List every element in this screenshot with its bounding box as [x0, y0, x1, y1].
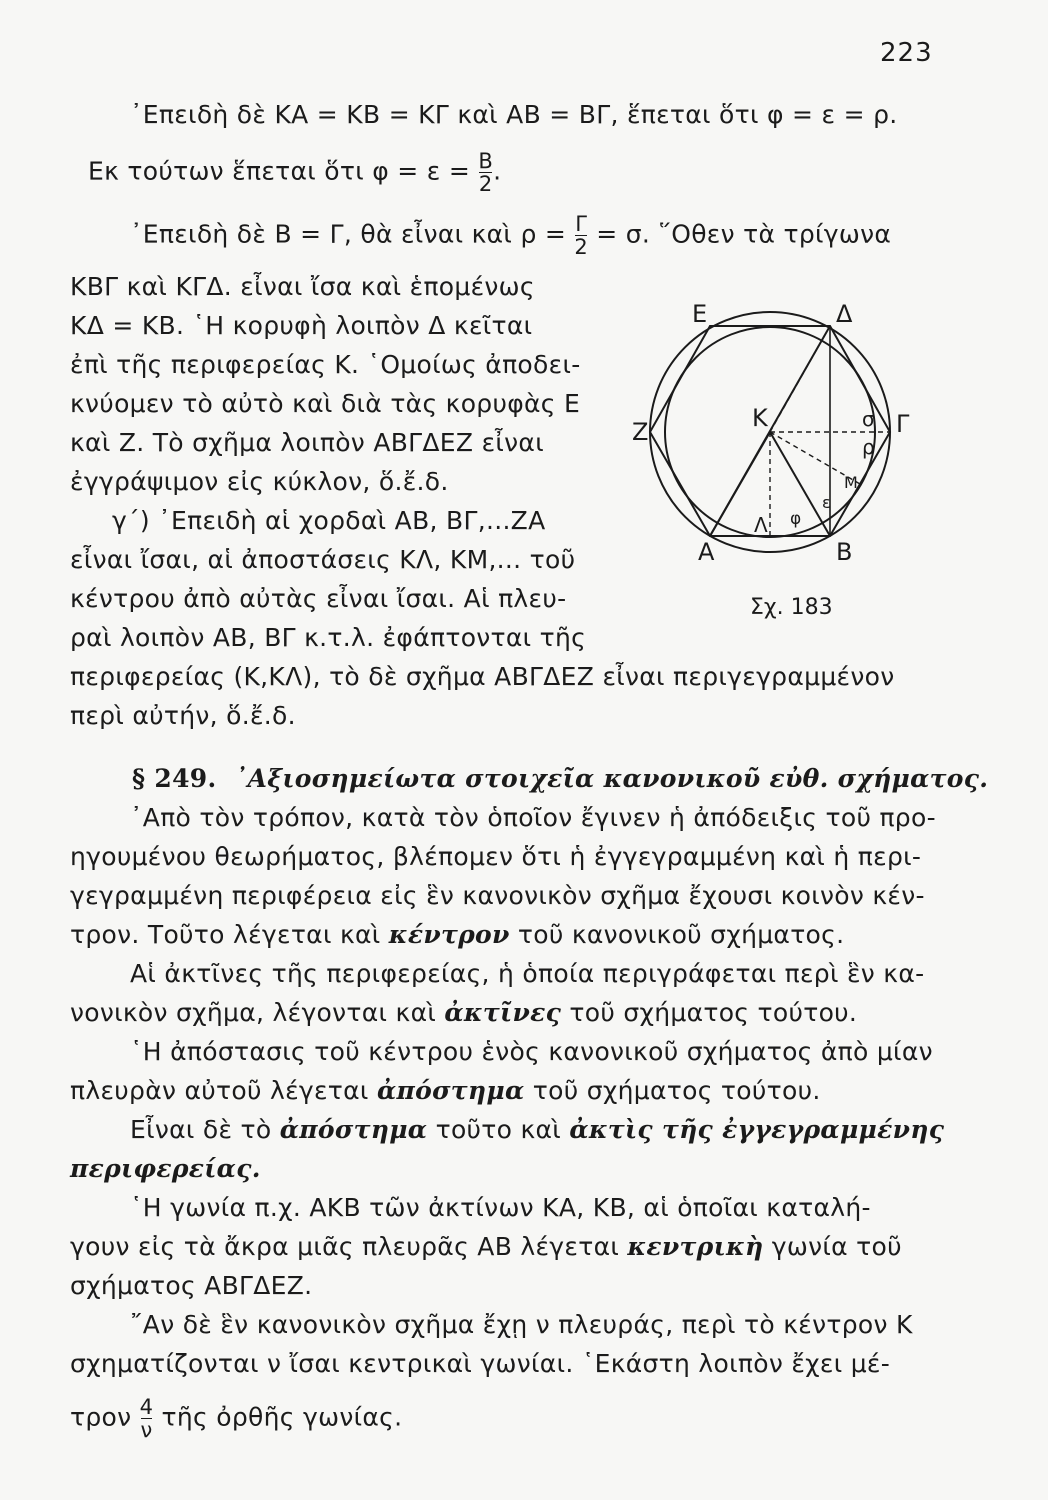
text-line: καὶ Ζ. Τὸ σχῆμα λοιπὸν ΑΒΓΔΕΖ εἶναι — [70, 428, 544, 457]
term-apothem-2: ἀπόστημα — [279, 1115, 428, 1144]
text-line: περιφερείας (Κ,ΚΛ), τὸ δὲ σχῆμα ΑΒΓΔΕΖ εἶναι περιγεγραμμένον — [70, 662, 895, 691]
text-line: τρον. Τοῦτο λέγεται καὶ κέντρον τοῦ κανονικοῦ σχήματος. — [70, 920, 845, 949]
text-line: ΚΒΓ καὶ ΚΓΔ. εἶναι ἴσα καὶ ἑπομένως — [70, 272, 535, 301]
text-line: ῾Η γωνία π.χ. ΑΚΒ τῶν ἀκτίνων ΚΑ, ΚΒ, αἱ ὁποῖαι καταλή- — [130, 1193, 871, 1222]
text-line: ῾Η ἀπόστασις τοῦ κέντρου ἑνὸς κανονικοῦ σχήματος ἀπὸ μίαν — [130, 1037, 933, 1066]
label-L: Λ — [754, 513, 768, 537]
text-line: εἶναι ἴσαι, αἱ ἀποστάσεις ΚΛ, ΚΜ,... τοῦ — [70, 545, 576, 574]
text-line: γ´) ᾿Επειδὴ αἱ χορδαὶ ΑΒ, ΒΓ,...ΖΑ — [112, 506, 546, 535]
text-line: ἐγγράψιμον εἰς κύκλον, ὅ.ἔ.δ. — [70, 467, 449, 496]
label-B: Β — [836, 538, 853, 566]
label-M: Μ — [844, 473, 858, 492]
text-line: σχηματίζονται ν ἴσαι κεντρικαὶ γωνίαι. ῾Εκάστη λοιπὸν ἔχει μέ- — [70, 1349, 891, 1378]
figure-183 — [630, 292, 930, 632]
text-line: Αἱ ἀκτῖνες τῆς περιφερείας, ἡ ὁποία περιγράφεται περὶ ἓν κα- — [130, 959, 925, 988]
term-radii: ἀκτῖνες — [444, 998, 562, 1027]
text-line — [70, 1154, 261, 1184]
fraction: $\frac{\Gamma}{2}$ — [574, 212, 589, 259]
label-K: Κ — [752, 404, 768, 432]
geometry-diagram — [630, 292, 930, 632]
label-E: Ε — [692, 300, 708, 328]
text-line: ραὶ λοιπὸν ΑΒ, ΒΓ κ.τ.λ. ἐφάπτονται τῆς — [70, 623, 587, 652]
term-center: κέντρον — [388, 920, 510, 949]
text-line: σχήματος ΑΒΓΔΕΖ. — [70, 1271, 313, 1300]
label-sigma: σ — [862, 407, 875, 431]
text-line: κνύομεν τὸ αὐτὸ καὶ διὰ τὰς κορυφὰς Ε — [70, 389, 581, 418]
text-line: ᾿Απὸ τὸν τρόπον, κατὰ τὸν ὁποῖον ἔγινεν ἡ ἀπόδειξις τοῦ προ- — [130, 803, 936, 832]
text-line: κέντρου ἀπὸ αὐτὰς εἶναι ἴσαι. Αἱ πλευ- — [70, 584, 567, 613]
text-line: νονικὸν σχῆμα, λέγονται καὶ ἀκτῖνες τοῦ σχήματος τούτου. — [70, 998, 858, 1027]
section-title: ᾿Αξιοσημείωτα στοιχεῖα κανονικοῦ εὐθ. σχήματος. — [234, 764, 989, 793]
text-line: περὶ αὐτήν, ὅ.ἔ.δ. — [70, 701, 296, 730]
section-number: § 249. — [132, 764, 217, 793]
page-number: 223 — [880, 38, 933, 68]
label-phi: φ — [790, 509, 802, 529]
text-line: ῎Αν δὲ ἓν κανονικὸν σχῆμα ἔχῃ ν πλευράς, περὶ τὸ κέντρον Κ — [130, 1310, 913, 1339]
text-line: ἐπὶ τῆς περιφερείας Κ. ῾Ομοίως ἀποδει- — [70, 350, 581, 379]
text-line: ηγουμένου θεωρήματος, βλέπομεν ὅτι ἡ ἐγγεγραμμένη καὶ ἡ περι- — [70, 842, 922, 871]
term-inscribed-radius: ἀκτὶς τῆς ἐγγεγραμμένης — [569, 1115, 945, 1144]
text-line: Εἶναι δὲ τὸ ἀπόστημα τοῦτο καὶ ἀκτὶς τῆς ἐγγεγραμμένης — [130, 1115, 945, 1144]
text-line: ᾿Επειδὴ δὲ Β = Γ, θὰ εἶναι καὶ ρ = $\frac{\Gamma}{2}$ = σ. ῞Οθεν τὰ τρίγωνα — [130, 212, 892, 259]
text-line: γουν εἰς τὰ ἄκρα μιᾶς πλευρᾶς ΑΒ λέγεται κεντρικὴ γωνία τοῦ — [70, 1232, 902, 1261]
text-line: γεγραμμένη περιφέρεια εἰς ἓν κανονικὸν σχῆμα ἔχουσι κοινὸν κέν- — [70, 881, 925, 910]
term-apothem: ἀπόστημα — [376, 1076, 525, 1105]
term-central: κεντρικὴ — [627, 1232, 764, 1261]
section-heading — [132, 764, 988, 794]
figure-caption: Σχ. 183 — [750, 595, 833, 620]
label-D: Δ — [836, 300, 853, 328]
text-line: πλευρὰν αὐτοῦ λέγεται ἀπόστημα τοῦ σχήματος τούτου. — [70, 1076, 821, 1105]
text-line: Εκ τούτων ἕπεται ὅτι φ = ε = $\frac{B}{2}$ . — [88, 149, 502, 196]
fraction: $\frac{4}{\nu}$ — [139, 1395, 154, 1442]
fraction: $\frac{B}{2}$ — [478, 149, 494, 196]
label-eps: ε — [822, 493, 831, 512]
label-Z: Ζ — [632, 418, 649, 446]
label-rho: ρ — [862, 435, 875, 459]
text-line: τρον $\frac{4}{\nu}$ τῆς ὀρθῆς γωνίας. — [70, 1395, 403, 1442]
term-circumference: περιφερείας. — [70, 1154, 261, 1183]
label-A: Α — [698, 538, 715, 566]
text-line: ᾿Επειδὴ δὲ ΚΑ = ΚΒ = ΚΓ καὶ ΑΒ = ΒΓ, ἕπεται ὅτι φ = ε = ρ. — [130, 100, 898, 129]
label-G: Γ — [896, 410, 910, 438]
text-line: ΚΔ = ΚΒ. ῾Η κορυφὴ λοιπὸν Δ κεῖται — [70, 311, 533, 340]
